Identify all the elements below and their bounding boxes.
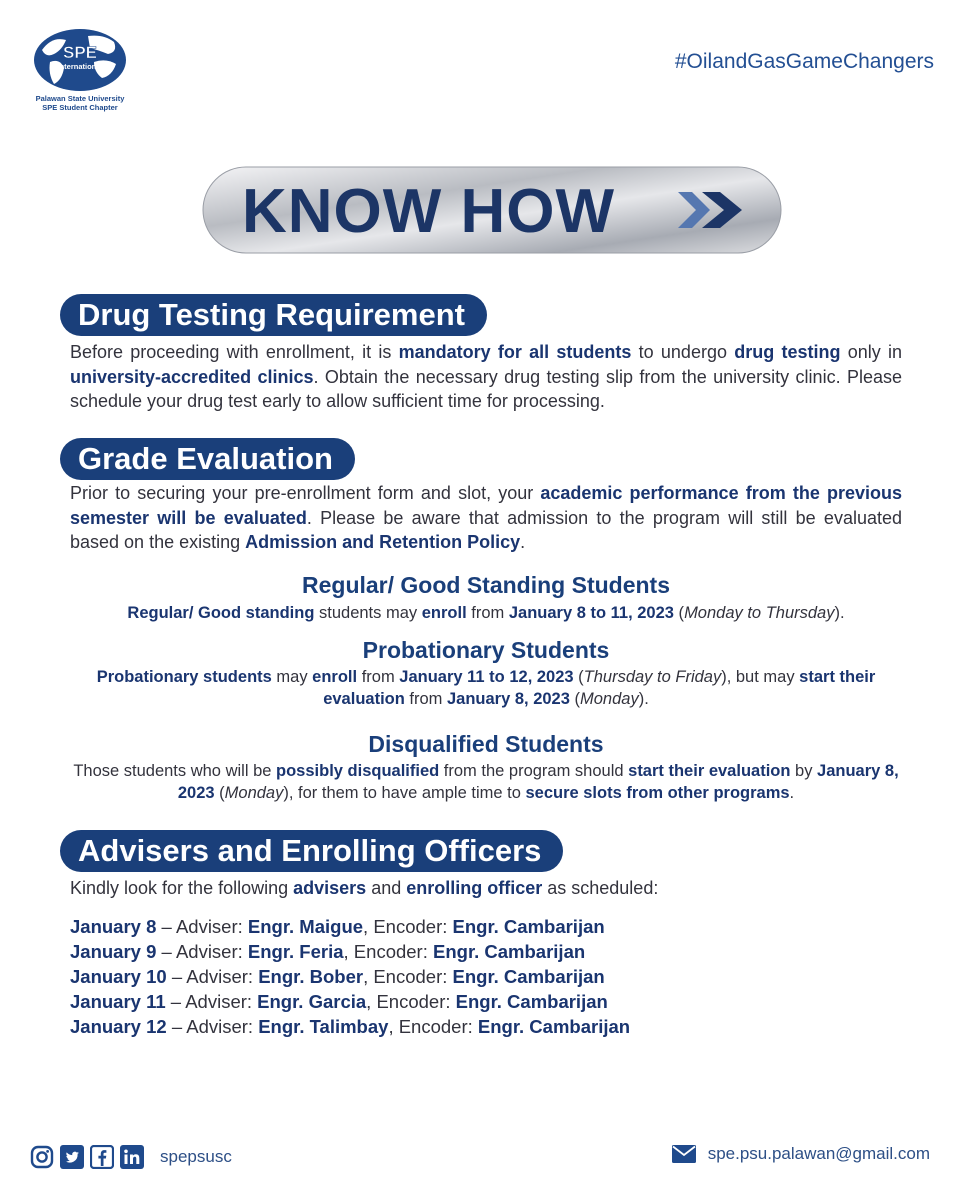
schedule-row: January 12 – Adviser: Engr. Talimbay, Encoder: Engr. Cambarijan [70, 1016, 631, 1037]
globe-logo-icon [32, 28, 128, 92]
schedule-row: January 11 – Adviser: Engr. Garcia, Encoder: Engr. Cambarijan [70, 991, 608, 1012]
social-handle[interactable]: spepsusc [160, 1147, 232, 1166]
linkedin-icon[interactable] [120, 1145, 144, 1169]
advisers-intro: Kindly look for the following advisers and enrolling officer as scheduled: [70, 878, 659, 898]
adviser-name: Engr. Bober [258, 966, 364, 987]
schedule-row: January 8 – Adviser: Engr. Maigue, Encoder: Engr. Cambarijan [70, 916, 605, 937]
regular-students-heading: Regular/ Good Standing Students [302, 572, 670, 598]
social-links [30, 1143, 232, 1171]
svg-text:International: International [57, 62, 103, 71]
email-contact [672, 1144, 930, 1164]
org-name-line2: SPE Student Chapter [42, 103, 118, 112]
grade-evaluation-text: Prior to securing your pre-enrollment form and slot, your academic performance from the previous semester will be evaluated. Please be aware that admission to the program will still be evaluated based on the existing Admission and Retention Policy. [70, 483, 902, 552]
probationary-students-heading: Probationary Students [362, 637, 610, 663]
know-how-banner [202, 166, 782, 254]
disqualified-students-text: Those students who will be possibly disqualified from the program should start their evaluation by January 8, 2023 (Monday), for them to have ample time to secure slots from other programs. [73, 762, 899, 802]
email-address[interactable]: spe.psu.palawan@gmail.com [707, 1144, 930, 1163]
encoder-name: Engr. Cambarijan [477, 1016, 631, 1037]
encoder-name: Engr. Cambarijan [452, 966, 605, 987]
adviser-name: Engr. Garcia [257, 991, 367, 1012]
drug-testing-heading: Drug Testing Requirement [60, 294, 487, 336]
advisers-heading: Advisers and Enrolling Officers [60, 830, 563, 872]
schedule-row: January 9 – Adviser: Engr. Feria, Encoder: Engr. Cambarijan [70, 941, 586, 962]
adviser-name: Engr. Talimbay [258, 1016, 389, 1037]
banner-text: KNOW HOW [242, 177, 616, 246]
regular-students-text: Regular/ Good standing students may enroll from January 8 to 11, 2023 (Monday to Thursday). [127, 604, 845, 622]
adviser-name: Engr. Feria [247, 941, 344, 962]
schedule-date: January 12 [70, 1016, 167, 1037]
disqualified-students-heading: Disqualified Students [368, 731, 604, 757]
encoder-name: Engr. Cambarijan [455, 991, 608, 1012]
grade-evaluation-heading: Grade Evaluation [60, 438, 355, 480]
schedule-date: January 11 [70, 991, 166, 1012]
hashtag: #OilandGasGameChangers [674, 50, 934, 73]
svg-text:SPE: SPE [62, 43, 98, 62]
twitter-icon[interactable] [60, 1145, 84, 1169]
schedule-date: January 9 [70, 941, 157, 962]
schedule-date: January 10 [70, 966, 167, 987]
schedule-date: January 8 [70, 916, 157, 937]
probationary-students-text: Probationary students may enroll from January 11 to 12, 2023 (Thursday to Friday), but may start their evaluation from January 8, 2023 (Monday). [96, 668, 876, 708]
schedule-list [70, 914, 870, 1039]
instagram-icon[interactable] [30, 1145, 54, 1169]
encoder-name: Engr. Cambarijan [452, 916, 605, 937]
adviser-name: Engr. Maigue [247, 916, 364, 937]
envelope-icon [672, 1145, 696, 1163]
spe-logo [28, 28, 132, 116]
schedule-row: January 10 – Adviser: Engr. Bober, Encoder: Engr. Cambarijan [70, 966, 605, 987]
org-name-line1: Palawan State University [35, 94, 125, 103]
encoder-name: Engr. Cambarijan [433, 941, 586, 962]
drug-testing-text: Before proceeding with enrollment, it is mandatory for all students to undergo drug testing only in university-accredited clinics. Obtain the necessary drug testing slip from the university clinic. Please schedule your drug test early to allow sufficient time for processing. [70, 342, 902, 411]
facebook-icon[interactable] [90, 1145, 114, 1169]
